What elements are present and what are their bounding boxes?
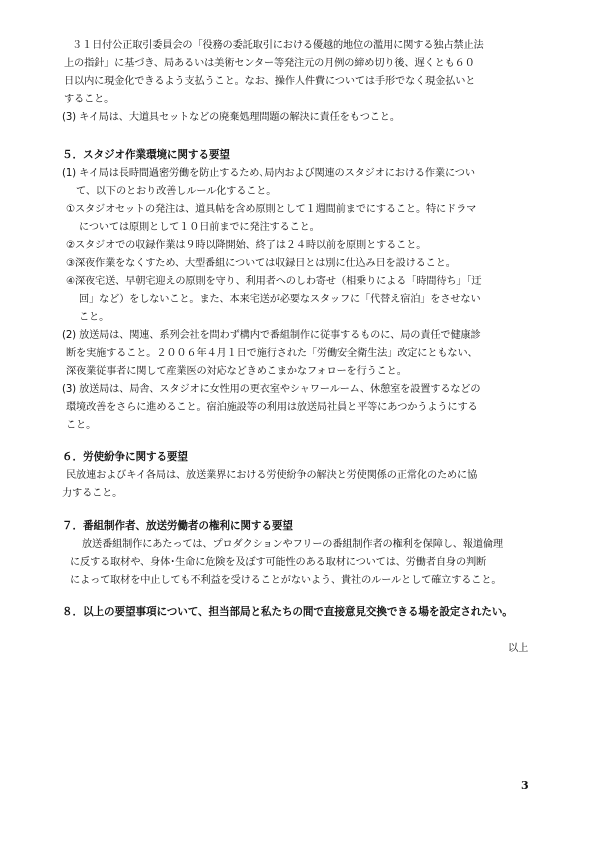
paragraph-line: すること。 bbox=[64, 94, 115, 105]
paragraph-line: 放送番組制作にあたっては、プロダクションやフリーの番組制作者の権利を保障し、報道倫理 bbox=[82, 539, 503, 550]
paragraph-line: 上の指針」に基づき、局あるいは美術センター等発注元の月例の締め切り後、遅くとも６０ bbox=[64, 58, 475, 69]
closing-text: 以上 bbox=[508, 643, 529, 654]
sub-item-continuation: 回」など）をしないこと。また、本来宅送が必要なスタッフに「代替え宿泊」をさせない bbox=[79, 294, 481, 305]
list-item-continuation: 深夜業従事者に関して産業医の対応などきめこまかなフォローを行うこと。 bbox=[66, 366, 407, 377]
list-item-continuation: て、以下のとおり改善しルール化すること。 bbox=[76, 186, 277, 197]
paragraph-line: によって取材を中止しても不利益を受けることがないよう、貴社のルールとして確立すること。 bbox=[70, 575, 502, 586]
section-heading: ８．以上の要望事項について、担当部局と私たちの間で直接意見交換できる場を設定されたい。 bbox=[62, 606, 513, 618]
paragraph-line: に反する取材や、身体･生命に危険を及ぼす可能性のある取材については、労働者自身の判断 bbox=[70, 557, 487, 568]
sub-item: ③深夜作業をなくすため、大型番組については収録日とは別に仕込み日を設けること。 bbox=[66, 258, 456, 269]
sub-item: ①スタジオセットの発注は、道具帖を含め原則として１週間前までにすること。特にドラマ bbox=[66, 204, 477, 215]
sub-item-continuation: こと。 bbox=[79, 312, 110, 323]
section-heading: ６．労使紛争に関する要望 bbox=[62, 451, 188, 463]
page-number: 3 bbox=[521, 779, 529, 792]
paragraph-line: 民放連およびキイ各局は、放送業界における労使紛争の解決と労使関係の正常化のために協 bbox=[66, 470, 478, 481]
sub-item: ②スタジオでの収録作業は９時以降開始、終了は２４時以前を原則とすること。 bbox=[66, 240, 427, 251]
list-item: (2) 放送局は、関連、系列会社を問わず構内で番組制作に従事するものに、局の責任で健康診 bbox=[62, 330, 481, 341]
list-item: (3) キイ局は、大道具セットなどの廃棄処理問題の解決に責任をもつこと。 bbox=[62, 112, 400, 123]
paragraph-line: ３１日付公正取引委員会の「役務の委託取引における優越的地位の濫用に関する独占禁止法 bbox=[72, 40, 484, 51]
list-item-continuation: 環境改善をさらに進めること。宿泊施設等の利用は放送局社員と平等にあつかうようにする bbox=[66, 402, 478, 413]
sub-item: ④深夜宅送、早朝宅迎えの原則を守り、利用者へのしわ寄せ（相乗りによる「時間待ち」「迂 bbox=[66, 276, 482, 287]
section-heading: ７．番組制作者、放送労働者の権利に関する要望 bbox=[62, 520, 293, 532]
sub-item-continuation: については原則として１０日前までに発注すること。 bbox=[79, 222, 320, 233]
paragraph-line: 力すること。 bbox=[62, 488, 123, 499]
list-item-continuation: 断を実施すること。２００６年４月１日で施行された「労働安全衛生法」改定にともない、 bbox=[66, 348, 478, 359]
list-item: (1) キイ局は長時間過密労働を防止するため､局内および関連のスタジオにおける作業につい bbox=[62, 168, 475, 179]
section-heading: ５．スタジオ作業環境に関する要望 bbox=[62, 149, 230, 161]
list-item-continuation: こと。 bbox=[66, 420, 97, 431]
list-item: (3) 放送局は、局舎、スタジオに女性用の更衣室やシャワールーム、休憩室を設置するなどの bbox=[62, 384, 481, 395]
paragraph-line: 日以内に現金化できるよう支払うこと。なお、操作人件費については手形でなく現金払いと bbox=[64, 76, 476, 87]
